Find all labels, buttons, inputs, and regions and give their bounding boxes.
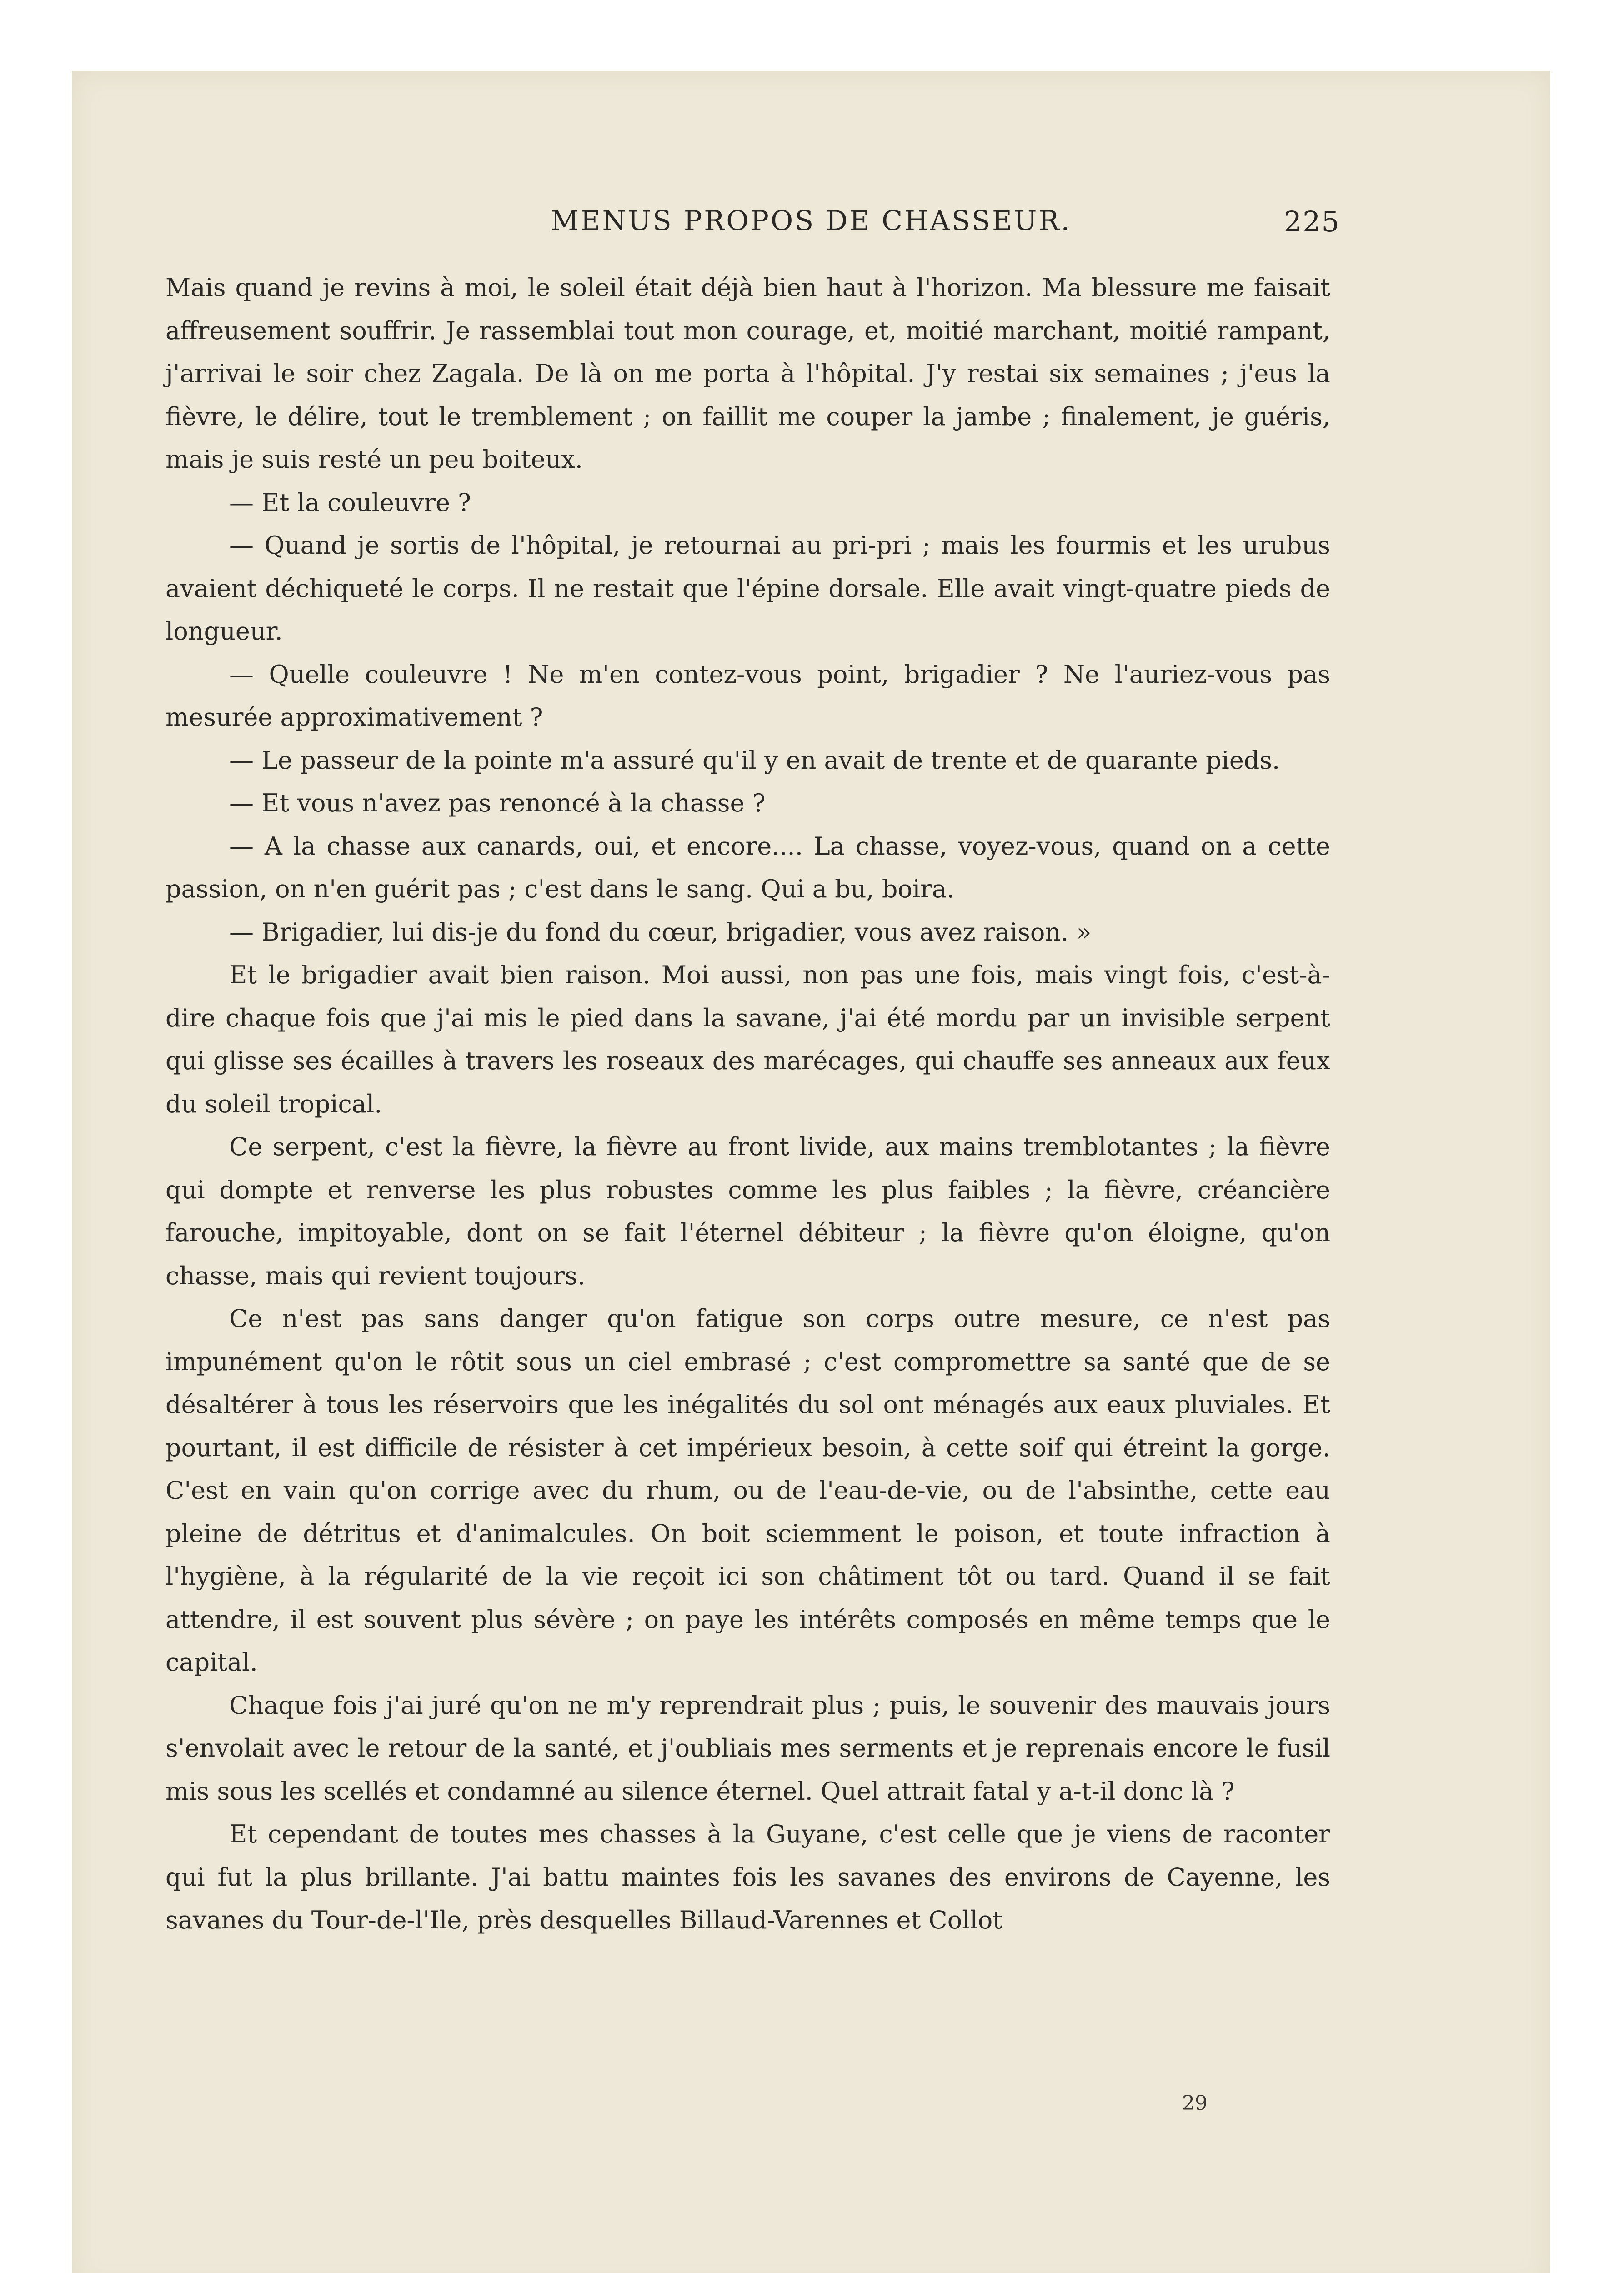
paragraph: — A la chasse aux canards, oui, et encore.... La chasse, voyez-vous, quand on a cette passion, on n'en guérit pas ; c'est dans le sang. Qui a bu, boira. bbox=[165, 831, 1330, 903]
paragraph: Chaque fois j'ai juré qu'on ne m'y reprendrait plus ; puis, le souvenir des mauvais jours s'envolait avec le retour de la santé, et j'oubliais mes serments et je reprenais encore le fusil mis sous les scellés et condamné au silence éternel. Quel attrait fatal y a-t-il donc là ? bbox=[165, 1691, 1330, 1806]
paragraph: Mais quand je revins à moi, le soleil était déjà bien haut à l'horizon. Ma blessure me faisait affreusement souffrir. Je rassemblai tout mon courage, et, moitié marchant, moitié rampant, j'arrivai le soir chez Zagala. De là on me porta à l'hôpital. J'y restai six semaines ; j'eus la fièvre, le délire, tout le tremblement ; on faillit me couper la jambe ; finalement, je guéris, mais je suis resté un peu boiteux. bbox=[165, 273, 1330, 474]
paragraph: — Quelle couleuvre ! Ne m'en contez-vous point, brigadier ? Ne l'auriez-vous pas mesurée approximativement ? bbox=[165, 660, 1330, 731]
signature-mark: 29 bbox=[1182, 2092, 1208, 2115]
paragraph: — Quand je sortis de l'hôpital, je retournai au pri-pri ; mais les fourmis et les urubus avaient déchiqueté le corps. Il ne restait que l'épine dorsale. Elle avait vingt-quatre pieds de longueur. bbox=[165, 531, 1330, 646]
paragraph: Ce n'est pas sans danger qu'on fatigue son corps outre mesure, ce n'est pas impunément qu'on le rôtit sous un ciel embrasé ; c'est compromettre sa santé que de se désaltérer à tous les réservoirs que les inégalités du sol ont ménagés aux eaux pluviales. Et pourtant, il est difficile de résister à cet impérieux besoin, à cette soif qui étreint la gorge. C'est en vain qu'on corrige avec du rhum, ou de l'eau-de-vie, ou de l'absinthe, cette eau pleine de détritus et d'animalcules. On boit sciemment le poison, et toute infraction à l'hygiène, à la régularité de la vie reçoit ici son châtiment tôt ou tard. Quand il se fait attendre, il est souvent plus sévère ; on paye les intérêts composés en même temps que le capital. bbox=[165, 1304, 1330, 1677]
page-header bbox=[72, 205, 1550, 260]
page-number: 225 bbox=[1283, 205, 1340, 238]
paragraph: — Et la couleuvre ? bbox=[229, 488, 471, 517]
running-title: MENUS PROPOS DE CHASSEUR. bbox=[551, 205, 1072, 237]
body-text bbox=[165, 266, 1330, 1942]
paragraph: — Le passeur de la pointe m'a assuré qu'il y en avait de trente et de quarante pieds. bbox=[229, 746, 1280, 775]
book-page bbox=[72, 71, 1550, 2273]
paragraph: — Et vous n'avez pas renoncé à la chasse ? bbox=[229, 789, 766, 817]
paragraph: — Brigadier, lui dis-je du fond du cœur, brigadier, vous avez raison. » bbox=[229, 917, 1092, 946]
paragraph: Et cependant de toutes mes chasses à la Guyane, c'est celle que je viens de raconter qui fut la plus brillante. J'ai battu maintes fois les savanes des environs de Cayenne, les savanes du Tour-de-l'Ile, près desquelles Billaud-Varennes et Collot bbox=[165, 1820, 1330, 1934]
paragraph: Ce serpent, c'est la fièvre, la fièvre au front livide, aux mains tremblotantes ; la fièvre qui dompte et renverse les plus robustes comme les plus faibles ; la fièvre, créancière farouche, impitoyable, dont on se fait l'éternel débiteur ; la fièvre qu'on éloigne, qu'on chasse, mais qui revient toujours. bbox=[165, 1132, 1330, 1290]
paragraph: Et le brigadier avait bien raison. Moi aussi, non pas une fois, mais vingt fois, c'est-à-dire chaque fois que j'ai mis le pied dans la savane, j'ai été mordu par un invisible serpent qui glisse ses écailles à travers les roseaux des marécages, qui chauffe ses anneaux aux feux du soleil tropical. bbox=[165, 961, 1330, 1118]
